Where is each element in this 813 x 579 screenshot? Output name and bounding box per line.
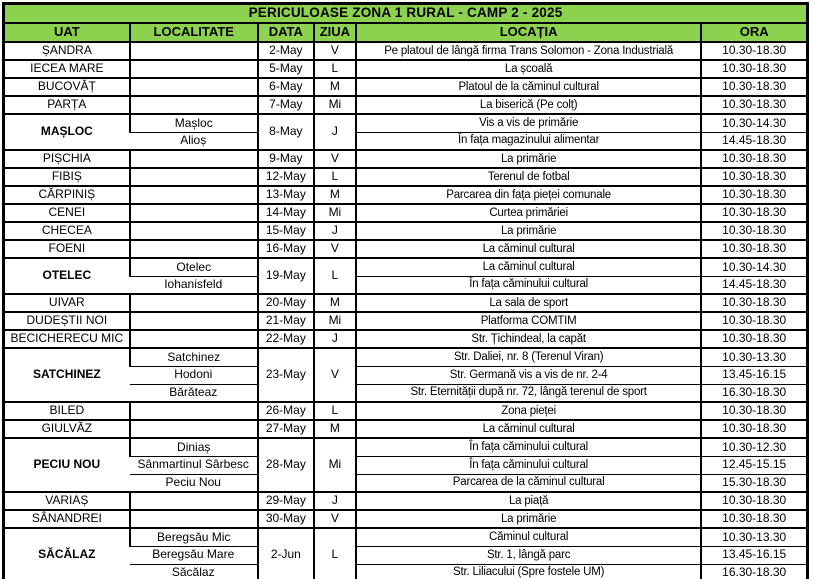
date-cell: 14-May xyxy=(258,204,314,222)
time-cell: 10.30-14.30 xyxy=(701,114,807,132)
location-cell: La căminul cultural xyxy=(356,420,701,438)
location-cell: În fața căminului cultural xyxy=(356,276,701,294)
date-cell: 7-May xyxy=(258,96,314,114)
column-header-ziua: ZIUA xyxy=(314,23,356,42)
localitate-cell xyxy=(130,510,258,528)
table-row xyxy=(4,528,808,546)
time-cell: 16.30-18.30 xyxy=(701,384,807,402)
location-cell: Pe platoul de lângă firma Trans Solomon - Zona Industrială xyxy=(356,42,701,60)
localitate-cell xyxy=(130,492,258,510)
localitate-cell: Diniaș xyxy=(130,438,258,456)
table-row xyxy=(4,168,808,186)
table-row xyxy=(4,96,808,114)
table-row xyxy=(4,114,808,132)
location-cell: Platforma COMTIM xyxy=(356,312,701,330)
table-row xyxy=(4,150,808,168)
location-cell: Platoul de la căminul cultural xyxy=(356,78,701,96)
uat-cell: CĂRPINIȘ xyxy=(4,186,130,204)
location-cell: Zona pieței xyxy=(356,402,701,420)
day-cell: L xyxy=(314,168,356,186)
location-cell: Vis a vis de primărie xyxy=(356,114,701,132)
date-cell: 23-May xyxy=(258,348,314,402)
localitate-cell: Beregsău Mic xyxy=(130,528,258,546)
date-cell: 28-May xyxy=(258,438,314,492)
date-cell: 29-May xyxy=(258,492,314,510)
location-cell: Str. 1, lângă parc xyxy=(356,546,701,564)
time-cell: 10.30-18.30 xyxy=(701,186,807,204)
uat-cell: BILED xyxy=(4,402,130,420)
table-row xyxy=(4,510,808,528)
date-cell: 21-May xyxy=(258,312,314,330)
uat-cell: BECICHERECU MIC xyxy=(4,330,130,348)
time-cell: 10.30-18.30 xyxy=(701,330,807,348)
schedule-body xyxy=(4,42,808,579)
day-cell: Mi xyxy=(314,204,356,222)
location-cell: La piață xyxy=(356,492,701,510)
date-cell: 27-May xyxy=(258,420,314,438)
date-cell: 26-May xyxy=(258,402,314,420)
localitate-cell: Satchinez xyxy=(130,348,258,366)
day-cell: J xyxy=(314,222,356,240)
time-cell: 10.30-18.30 xyxy=(701,240,807,258)
date-cell: 5-May xyxy=(258,60,314,78)
time-cell: 14.45-18.30 xyxy=(701,132,807,150)
uat-cell: BUCOVĂȚ xyxy=(4,78,130,96)
location-cell: La școală xyxy=(356,60,701,78)
time-cell: 10.30-18.30 xyxy=(701,420,807,438)
time-cell: 12.45-15.15 xyxy=(701,456,807,474)
localitate-cell: Hodoni xyxy=(130,366,258,384)
location-cell: La primărie xyxy=(356,510,701,528)
location-cell: La primărie xyxy=(356,150,701,168)
date-cell: 22-May xyxy=(258,330,314,348)
location-cell: În fața căminului cultural xyxy=(356,438,701,456)
day-cell: M xyxy=(314,186,356,204)
day-cell: J xyxy=(314,330,356,348)
location-cell: La căminul cultural xyxy=(356,258,701,276)
time-cell: 13.45-16.15 xyxy=(701,366,807,384)
time-cell: 10.30-12.30 xyxy=(701,438,807,456)
uat-cell: MAȘLOC xyxy=(4,114,130,150)
localitate-cell: Beregsău Mare xyxy=(130,546,258,564)
table-row xyxy=(4,42,808,60)
day-cell: Mi xyxy=(314,312,356,330)
table-row xyxy=(4,240,808,258)
time-cell: 10.30-18.30 xyxy=(701,222,807,240)
localitate-cell xyxy=(130,78,258,96)
localitate-cell xyxy=(130,96,258,114)
localitate-cell xyxy=(130,42,258,60)
day-cell: M xyxy=(314,78,356,96)
uat-cell: FIBIȘ xyxy=(4,168,130,186)
table-row xyxy=(4,492,808,510)
column-header-uat: UAT xyxy=(4,23,130,42)
uat-cell: UIVAR xyxy=(4,294,130,312)
location-cell: Str. Daliei, nr. 8 (Terenul Viran) xyxy=(356,348,701,366)
uat-cell: ȘANDRA xyxy=(4,42,130,60)
day-cell: L xyxy=(314,258,356,294)
day-cell: L xyxy=(314,402,356,420)
localitate-cell: Otelec xyxy=(130,258,258,276)
column-header-localitate: LOCALITATE xyxy=(130,23,258,42)
time-cell: 14.45-18.30 xyxy=(701,276,807,294)
table-row xyxy=(4,204,808,222)
time-cell: 10.30-14.30 xyxy=(701,258,807,276)
time-cell: 10.30-18.30 xyxy=(701,168,807,186)
localitate-cell xyxy=(130,186,258,204)
uat-cell: SATCHINEZ xyxy=(4,348,130,402)
time-cell: 16.30-18.30 xyxy=(701,564,807,579)
location-cell: La biserică (Pe colț) xyxy=(356,96,701,114)
localitate-cell xyxy=(130,168,258,186)
time-cell: 10.30-18.30 xyxy=(701,150,807,168)
table-row xyxy=(4,78,808,96)
localitate-cell xyxy=(130,294,258,312)
location-cell: Str. Germană vis a vis de nr. 2-4 xyxy=(356,366,701,384)
uat-cell: VARIAȘ xyxy=(4,492,130,510)
localitate-cell: Peciu Nou xyxy=(130,474,258,492)
time-cell: 10.30-18.30 xyxy=(701,42,807,60)
table-row xyxy=(4,420,808,438)
time-cell: 10.30-18.30 xyxy=(701,510,807,528)
date-cell: 6-May xyxy=(258,78,314,96)
uat-cell: PECIU NOU xyxy=(4,438,130,492)
table-row xyxy=(4,258,808,276)
time-cell: 13.45-16.15 xyxy=(701,546,807,564)
location-cell: Căminul cultural xyxy=(356,528,701,546)
table-row xyxy=(4,312,808,330)
date-cell: 15-May xyxy=(258,222,314,240)
localitate-cell xyxy=(130,60,258,78)
localitate-cell: Bărăteaz xyxy=(130,384,258,402)
day-cell: M xyxy=(314,420,356,438)
day-cell: V xyxy=(314,150,356,168)
location-cell: La căminul cultural xyxy=(356,240,701,258)
table-row xyxy=(4,438,808,456)
date-cell: 2-May xyxy=(258,42,314,60)
uat-cell: PARȚA xyxy=(4,96,130,114)
localitate-cell: Mașloc xyxy=(130,114,258,132)
location-cell: La sala de sport xyxy=(356,294,701,312)
column-header-data: DATA xyxy=(258,23,314,42)
time-cell: 10.30-13.30 xyxy=(701,348,807,366)
uat-cell: FOENI xyxy=(4,240,130,258)
location-cell: În fața magazinului alimentar xyxy=(356,132,701,150)
uat-cell: CENEI xyxy=(4,204,130,222)
table-title-row xyxy=(4,4,808,24)
date-cell: 16-May xyxy=(258,240,314,258)
day-cell: V xyxy=(314,348,356,402)
localitate-cell: Sânmartinul Sârbesc xyxy=(130,456,258,474)
table-row xyxy=(4,330,808,348)
localitate-cell xyxy=(130,204,258,222)
day-cell: L xyxy=(314,528,356,579)
date-cell: 8-May xyxy=(258,114,314,150)
day-cell: L xyxy=(314,60,356,78)
uat-cell: PIȘCHIA xyxy=(4,150,130,168)
localitate-cell xyxy=(130,402,258,420)
localitate-cell xyxy=(130,312,258,330)
time-cell: 10.30-18.30 xyxy=(701,60,807,78)
localitate-cell: Săcălaz xyxy=(130,564,258,579)
uat-cell: CHECEA xyxy=(4,222,130,240)
date-cell: 30-May xyxy=(258,510,314,528)
table-row xyxy=(4,60,808,78)
date-cell: 9-May xyxy=(258,150,314,168)
time-cell: 10.30-18.30 xyxy=(701,294,807,312)
time-cell: 10.30-13.30 xyxy=(701,528,807,546)
date-cell: 19-May xyxy=(258,258,314,294)
uat-cell: GIULVĂZ xyxy=(4,420,130,438)
location-cell: În fața căminului cultural xyxy=(356,456,701,474)
day-cell: J xyxy=(314,492,356,510)
table-title: PERICULOASE ZONA 1 RURAL - CAMP 2 - 2025 xyxy=(4,4,808,24)
localitate-cell xyxy=(130,330,258,348)
day-cell: M xyxy=(314,294,356,312)
localitate-cell: Alioș xyxy=(130,132,258,150)
localitate-cell xyxy=(130,420,258,438)
uat-cell: SÂNANDREI xyxy=(4,510,130,528)
time-cell: 10.30-18.30 xyxy=(701,312,807,330)
location-cell: Str. Eternității după nr. 72, lângă terenul de sport xyxy=(356,384,701,402)
uat-cell: IECEA MARE xyxy=(4,60,130,78)
table-row xyxy=(4,402,808,420)
location-cell: Str. Liliacului (Spre fostele UM) xyxy=(356,564,701,579)
date-cell: 12-May xyxy=(258,168,314,186)
day-cell: Mi xyxy=(314,438,356,492)
time-cell: 10.30-18.30 xyxy=(701,402,807,420)
localitate-cell: Iohanisfeld xyxy=(130,276,258,294)
localitate-cell xyxy=(130,240,258,258)
uat-cell: DUDEȘTII NOI xyxy=(4,312,130,330)
date-cell: 20-May xyxy=(258,294,314,312)
column-header-locatia: LOCAȚIA xyxy=(356,23,701,42)
time-cell: 10.30-18.30 xyxy=(701,204,807,222)
location-cell: Parcarea de la căminul cultural xyxy=(356,474,701,492)
localitate-cell xyxy=(130,150,258,168)
time-cell: 10.30-18.30 xyxy=(701,492,807,510)
location-cell: Curtea primăriei xyxy=(356,204,701,222)
date-cell: 13-May xyxy=(258,186,314,204)
day-cell: V xyxy=(314,510,356,528)
table-row xyxy=(4,222,808,240)
table-row xyxy=(4,186,808,204)
day-cell: V xyxy=(314,42,356,60)
time-cell: 10.30-18.30 xyxy=(701,96,807,114)
localitate-cell xyxy=(130,222,258,240)
location-cell: Parcarea din fața pieței comunale xyxy=(356,186,701,204)
time-cell: 15.30-18.30 xyxy=(701,474,807,492)
uat-cell: OTELEC xyxy=(4,258,130,294)
uat-cell: SĂCĂLAZ xyxy=(4,528,130,579)
table-row xyxy=(4,348,808,366)
column-header-row xyxy=(4,23,808,42)
day-cell: V xyxy=(314,240,356,258)
collection-schedule-table xyxy=(2,2,809,579)
table-row xyxy=(4,294,808,312)
location-cell: La primărie xyxy=(356,222,701,240)
date-cell: 2-Jun xyxy=(258,528,314,579)
time-cell: 10.30-18.30 xyxy=(701,78,807,96)
location-cell: Terenul de fotbal xyxy=(356,168,701,186)
location-cell: Str. Țichindeal, la capăt xyxy=(356,330,701,348)
day-cell: Mi xyxy=(314,96,356,114)
day-cell: J xyxy=(314,114,356,150)
column-header-ora: ORA xyxy=(701,23,807,42)
